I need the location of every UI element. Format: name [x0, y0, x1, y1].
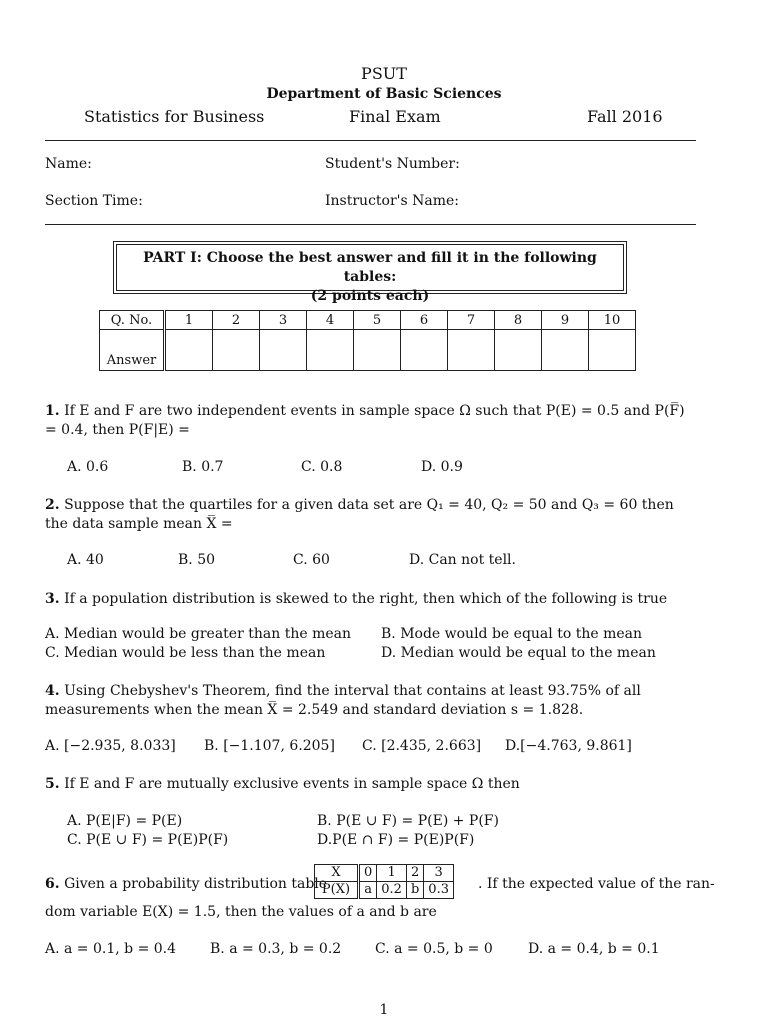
q5-option-a: A. P(E|F) = P(E) [67, 813, 183, 829]
q1-option-a: A. 0.6 [67, 459, 109, 475]
q1-option-c: C. 0.8 [301, 459, 343, 475]
q6-option-b: B. a = 0.3, b = 0.2 [210, 941, 342, 957]
part1-line2: (2 points each) [310, 288, 430, 304]
answer-cell[interactable] [260, 330, 307, 371]
q4-option-b: B. [−1.107, 6.205] [204, 738, 335, 754]
q3-option-c: C. Median would be less than the mean [45, 645, 326, 661]
exam-name: Final Exam [349, 107, 441, 126]
answer-cell[interactable] [589, 330, 636, 371]
question-4 [45, 682, 697, 720]
prob-table-cell: 2 [406, 865, 423, 882]
q4-option-d: D.[−4.763, 9.861] [505, 738, 632, 754]
part1-line1: PART I: Choose the best answer and fill it in the following tables: [143, 250, 597, 285]
department-name: Department of Basic Sciences [266, 86, 502, 102]
university-name: PSUT [361, 64, 407, 83]
answer-cell[interactable] [401, 330, 448, 371]
q5-option-c: C. P(E ∪ F) = P(E)P(F) [67, 832, 229, 848]
answer-cell[interactable] [542, 330, 589, 371]
student-number-label: Student's Number: [325, 156, 460, 172]
question-6-line1-start [45, 876, 327, 892]
prob-table-cell: P(X) [315, 882, 359, 899]
question-text: If E and F are mutually exclusive events in sample space Ω then [64, 776, 520, 792]
prob-table-cell: a [359, 882, 377, 899]
prob-table-cell: 0 [359, 865, 377, 882]
exam-term: Fall 2016 [587, 107, 663, 126]
qno-header: Q. No. [100, 311, 165, 330]
prob-table-cell: 3 [424, 865, 454, 882]
qno-cell: 6 [401, 311, 448, 330]
qno-cell: 10 [589, 311, 636, 330]
course-name: Statistics for Business [84, 107, 265, 126]
qno-cell: 1 [165, 311, 213, 330]
page-number: 1 [379, 1002, 389, 1018]
prob-table-cell: 1 [377, 865, 407, 882]
probability-table [314, 864, 454, 899]
answer-cell[interactable] [165, 330, 213, 371]
question-number: 5. [45, 776, 60, 792]
question-3 [45, 590, 697, 609]
answer-cell[interactable] [307, 330, 354, 371]
question-text: Suppose that the quartiles for a given data set are Q₁ = 40, Q₂ = 50 and Q₃ = 60 then the data sample mean X̅ = [45, 497, 674, 532]
question-number: 6. [45, 876, 60, 892]
q4-option-a: A. [−2.935, 8.033] [45, 738, 176, 754]
question-text: If a population distribution is skewed to the right, then which of the following is true [64, 591, 668, 607]
question-text: Using Chebyshev's Theorem, find the interval that contains at least 93.75% of all measurements when the mean X̅ = 2.549 and standard deviation s = 1.828. [45, 683, 641, 718]
qno-cell: 4 [307, 311, 354, 330]
qno-cell: 8 [495, 311, 542, 330]
question-6-line1-end: . If the expected value of the ran- [478, 876, 715, 892]
answer-header: Answer [100, 330, 165, 371]
question-number: 1. [45, 403, 60, 419]
question-number: 4. [45, 683, 60, 699]
q2-option-a: A. 40 [67, 552, 104, 568]
name-label: Name: [45, 156, 92, 172]
question-6-line2: dom variable E(X) = 1.5, then the values of a and b are [45, 904, 437, 920]
prob-table-cell: b [406, 882, 423, 899]
q3-option-b: B. Mode would be equal to the mean [381, 626, 643, 642]
answer-cell[interactable] [495, 330, 542, 371]
question-2 [45, 496, 697, 534]
part1-box [113, 241, 627, 304]
q6-option-c: C. a = 0.5, b = 0 [375, 941, 493, 957]
answer-cell[interactable] [354, 330, 401, 371]
q1-option-b: B. 0.7 [182, 459, 224, 475]
qno-cell: 3 [260, 311, 307, 330]
q4-option-c: C. [2.435, 2.663] [362, 738, 482, 754]
qno-cell: 2 [213, 311, 260, 330]
answer-cell[interactable] [213, 330, 260, 371]
q3-option-d: D. Median would be equal to the mean [381, 645, 656, 661]
q2-option-c: C. 60 [293, 552, 330, 568]
question-5 [45, 775, 697, 794]
part1-instructions [116, 244, 624, 304]
q6-option-d: D. a = 0.4, b = 0.1 [528, 941, 660, 957]
question-number: 3. [45, 591, 60, 607]
qno-cell: 7 [448, 311, 495, 330]
q2-option-d: D. Can not tell. [409, 552, 516, 568]
prob-table-cell: 0.3 [424, 882, 454, 899]
q1-option-d: D. 0.9 [421, 459, 463, 475]
header-divider [45, 140, 696, 141]
answer-cell[interactable] [448, 330, 495, 371]
fields-divider [45, 224, 696, 225]
question-number: 2. [45, 497, 60, 513]
question-text: If E and F are two independent events in sample space Ω such that P(E) = 0.5 and P(F̅) = 0.4, then P(F|E) = [45, 403, 685, 438]
prob-table-cell: 0.2 [377, 882, 407, 899]
q2-option-b: B. 50 [178, 552, 216, 568]
qno-cell: 5 [354, 311, 401, 330]
instructor-name-label: Instructor's Name: [325, 193, 460, 209]
q3-option-a: A. Median would be greater than the mean [45, 626, 351, 642]
answer-table [99, 310, 636, 371]
section-time-label: Section Time: [45, 193, 143, 209]
prob-table-cell: X [315, 865, 359, 882]
q5-option-d: D.P(E ∩ F) = P(E)P(F) [317, 832, 475, 848]
q5-option-b: B. P(E ∪ F) = P(E) + P(F) [317, 813, 499, 829]
question-text: Given a probability distribution table [64, 876, 328, 892]
qno-cell: 9 [542, 311, 589, 330]
q6-option-a: A. a = 0.1, b = 0.4 [45, 941, 177, 957]
question-1 [45, 402, 697, 440]
